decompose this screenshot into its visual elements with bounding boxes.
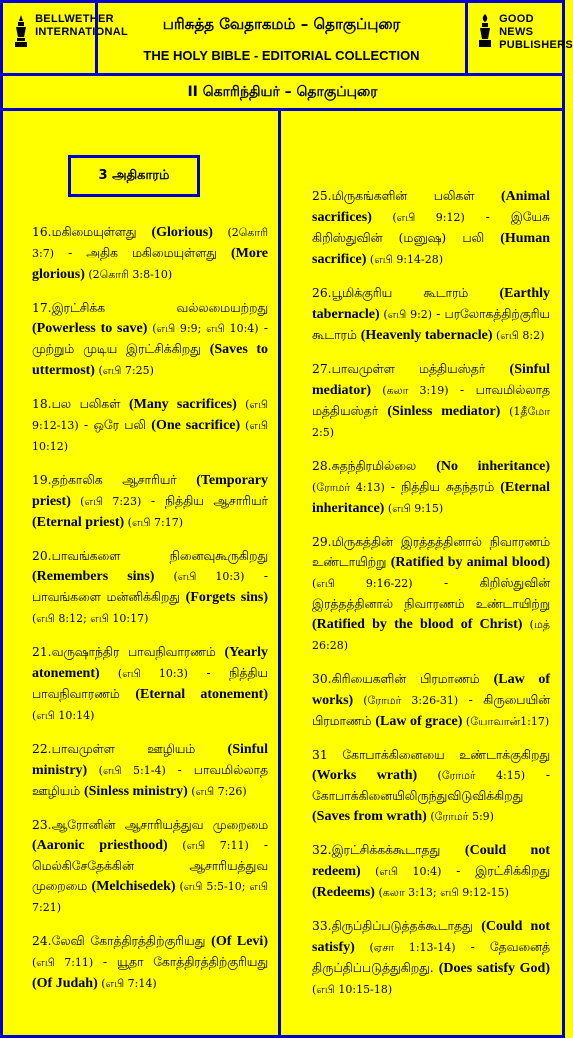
english-term: (Sinful mediator)	[312, 362, 550, 398]
tamil-text: - மெல்கிசேதேக்கின் ஆசாரியத்துவ முறைமை	[32, 838, 268, 893]
entry-number: 19.	[32, 473, 52, 487]
english-term: (Many sacrifices)	[128, 397, 237, 412]
english-term: (Melchisedek)	[91, 879, 176, 894]
entry-25	[312, 186, 550, 270]
tamil-text: இரட்சிக்கக்கூடாதது	[331, 843, 465, 857]
english-term: (More glorious)	[32, 246, 268, 282]
entry-number: 31	[312, 748, 328, 762]
entry-30	[312, 669, 550, 732]
tamil-text: - கிறிஸ்துவின் இரத்தத்தினால் நிவாரணம் உண்டாயிற்று	[312, 576, 550, 611]
english-term: (Could not redeem)	[312, 843, 550, 879]
entry-33	[312, 916, 550, 1000]
tamil-text: பாவங்களை நினைவுகூருகிறது	[51, 549, 268, 563]
tamil-text: - பாவமில்லாத மத்தியஸ்தர்	[312, 383, 550, 418]
english-term: (Human sacrifice)	[312, 231, 550, 267]
tamil-text: வருஷாந்திர பாவநிவாரணம்	[51, 645, 225, 659]
english-term: (Saves to uttermost)	[32, 342, 268, 378]
entry-27	[312, 359, 550, 443]
entry-26	[312, 283, 550, 346]
english-term: (Glorious)	[151, 225, 213, 240]
tamil-text: பாவமுள்ள மத்தியஸ்தர்	[331, 362, 510, 376]
scripture-reference: (எபி 7:14)	[97, 977, 157, 990]
torch-icon	[476, 13, 494, 49]
english-term: (Sinful ministry)	[32, 742, 268, 778]
tamil-text: திருப்திப்படுத்தக்கூடாதது	[331, 919, 482, 933]
scripture-reference: (யோவான்1:17)	[462, 715, 550, 728]
english-term: (Ratified by animal blood)	[390, 555, 550, 570]
english-term: (Law of works)	[312, 672, 550, 708]
tamil-text: பூமிக்குரிய கூடாரம்	[331, 286, 500, 300]
entry-24	[32, 931, 268, 994]
scripture-reference: (எபி 10:14)	[32, 709, 95, 722]
scripture-reference: (எபி 7:26)	[187, 785, 247, 798]
entry-22	[32, 739, 268, 802]
tamil-text: பல பலிகள்	[51, 397, 129, 411]
tamil-text: - பரலோகத்திற்குரிய கூடாரம்	[312, 307, 550, 342]
entry-number: 16.	[32, 225, 52, 239]
scripture-reference: (எபி 8:2)	[492, 329, 545, 342]
tamil-text: - பாவங்களை மன்னிக்கிறது	[32, 569, 268, 604]
english-term: (Eternal priest)	[32, 515, 125, 530]
entry-17	[32, 298, 268, 381]
goodnews-logo	[476, 13, 573, 52]
english-term: (Heavenly tabernacle)	[360, 328, 493, 343]
tamil-text: தற்காலிக ஆசாரியர்	[51, 473, 197, 487]
scripture-reference: (எபி 10:12)	[32, 419, 269, 453]
scripture-reference: (எபி 10:15-18)	[312, 983, 393, 996]
scripture-reference: (2கொரி 3:7)	[32, 226, 268, 260]
scripture-reference: (ரோமர் 4:13)	[312, 481, 385, 494]
scripture-reference: (கலா 3:19)	[371, 384, 449, 397]
entry-number: 24.	[32, 934, 52, 948]
tamil-text: மகிமையுள்ளது	[51, 225, 152, 239]
scripture-reference: (ரோமர் 4:15)	[417, 769, 526, 782]
english-term: (Law of grace)	[375, 714, 463, 729]
scripture-reference: (எபி 10:4)	[360, 865, 442, 878]
english-term: (Of Judah)	[32, 976, 98, 991]
entry-number: 26.	[312, 286, 332, 300]
tamil-text: - கோபாக்கினையிலிருந்துவிடுவிக்கிறது	[312, 768, 550, 803]
entry-number: 33.	[312, 919, 332, 933]
english-title: THE HOLY BIBLE - EDITORIAL COLLECTION	[143, 48, 420, 63]
tamil-text: - ஒரே பலி	[78, 418, 152, 432]
tamil-text: சுதந்திரமில்லை	[331, 459, 437, 473]
entry-28	[312, 456, 550, 519]
entry-number: 29.	[312, 535, 332, 549]
entry-number: 23.	[32, 818, 52, 832]
entry-number: 28.	[312, 459, 332, 473]
english-term: (Remembers sins)	[32, 569, 155, 584]
entry-23	[32, 815, 268, 918]
scripture-reference: (எபி 7:17)	[124, 516, 184, 529]
scripture-reference: (எபி 9:15)	[384, 502, 444, 515]
tamil-text: - அதிக மகிமையுள்ளது	[54, 246, 231, 260]
entry-21	[32, 642, 268, 726]
left-logo-text: BELLWETHER INTERNATIONAL	[35, 13, 128, 38]
chapter-label: 3 அதிகாரம்	[68, 155, 200, 197]
scripture-reference: (எபி 10:3)	[99, 667, 188, 680]
column-divider	[278, 108, 281, 1038]
book-subheader: II கொரிந்தியர் – தொகுப்புரை	[0, 73, 565, 111]
entry-number: 27.	[312, 362, 332, 376]
entry-number: 32.	[312, 843, 332, 857]
tamil-text: - முற்றும் முடிய இரட்சிக்கிறது	[32, 321, 268, 356]
english-term: (Animal sacrifices)	[312, 189, 550, 225]
scripture-reference: (எபி 9:12-13)	[32, 398, 268, 432]
scripture-reference: (எபி 9:16-22)	[312, 577, 413, 590]
scripture-reference: (ரோமர் 3:26-31)	[353, 694, 459, 707]
english-term: (Works wrath)	[312, 768, 418, 783]
scripture-reference: (1தீமோ 2:5)	[312, 405, 550, 439]
english-term: (Earthly tabernacle)	[312, 286, 550, 322]
english-term: (Yearly atonement)	[32, 645, 268, 681]
scripture-reference: (எபி 7:11)	[167, 839, 249, 852]
scripture-reference: (எபி 9:12)	[371, 211, 465, 224]
tamil-text: - நித்திய சுதந்தரம்	[384, 480, 501, 494]
english-term: (Redeems)	[312, 885, 375, 900]
tamil-text: - கிருபையின் பிரமாணம்	[312, 693, 550, 728]
scripture-reference: (எபி 9:14-28)	[366, 253, 444, 266]
english-term: (Forgets sins)	[185, 590, 268, 605]
scripture-reference: (மத் 26:28)	[312, 618, 550, 652]
entry-31	[312, 745, 550, 827]
tamil-text: - நித்திய பாவநிவாரணம்	[32, 666, 268, 701]
entry-number: 22.	[32, 742, 52, 756]
scripture-reference: (எபி 5:1-4)	[87, 764, 166, 777]
left-column	[32, 222, 268, 1007]
scripture-reference: (2கொரி 3:8-10)	[84, 268, 173, 281]
tamil-text: பாவமுள்ள ஊழியம்	[51, 742, 228, 756]
tamil-text: கோபாக்கினையை உண்டாக்குகிறது	[327, 748, 550, 762]
english-term: (Saves from wrath)	[312, 809, 427, 824]
tamil-text: மிருகங்களின் பலிகள்	[331, 189, 501, 203]
scripture-reference: (எபி 7:23)	[70, 495, 142, 508]
scripture-reference: (ரோமர் 5:9)	[426, 810, 494, 823]
scripture-reference: (எபி 7:25)	[94, 364, 154, 377]
tamil-text: - நித்திய ஆசாரியர்	[141, 494, 268, 508]
english-term: (One sacrifice)	[151, 418, 241, 433]
tamil-text: - பாவமில்லாத ஊழியம்	[32, 763, 268, 798]
entry-number: 25.	[312, 189, 332, 203]
english-term: (Powerless to save)	[32, 321, 148, 336]
entry-16	[32, 222, 268, 285]
tamil-text: - இயேசு கிறிஸ்துவின் (மனுஷ) பலி	[312, 210, 550, 245]
scripture-reference: (எபி 10:3)	[154, 570, 245, 583]
english-term: (Sinless mediator)	[387, 404, 501, 419]
tamil-text: மிருகத்தின் இரத்தத்தினால் நிவாரணம் உண்டாயிற்று	[312, 535, 550, 569]
entry-32	[312, 840, 550, 903]
scripture-reference: (கலா 3:13; எபி 9:12-15)	[374, 886, 509, 899]
right-logo-text: GOOD NEWS PUBLISHERS	[499, 13, 573, 51]
tamil-text: இரட்சிக்க வல்லமையற்றது	[51, 301, 268, 315]
entry-20	[32, 546, 268, 629]
entry-18	[32, 394, 268, 457]
tamil-text: ஆரோனின் ஆசாரியத்துவ முறைமை	[51, 818, 268, 832]
right-column	[312, 186, 550, 1013]
scripture-reference: (ஏசா 1:13-14)	[354, 941, 456, 954]
header-left-logo-box	[0, 0, 128, 76]
tamil-text: லேவி கோத்திரத்திற்குரியது	[51, 934, 212, 948]
header-title-box	[95, 0, 468, 76]
scripture-reference: (எபி 7:11)	[32, 956, 94, 969]
scripture-reference: (எபி 9:9; எபி 10:4)	[147, 322, 259, 335]
header-right-logo-box	[465, 0, 573, 76]
english-term: (Eternal inheritance)	[312, 480, 551, 516]
scripture-reference: (எபி 9:2)	[379, 308, 433, 321]
tamil-text: - யூதா கோத்திரத்திற்குரியது	[93, 955, 268, 969]
english-term: (Ratified by the blood of Christ)	[312, 617, 523, 632]
english-term: (Could not satisfy)	[312, 919, 550, 955]
scripture-reference: (எபி 5:5-10; எபி 7:21)	[32, 880, 268, 914]
tamil-text: - இரட்சிக்கிறது	[441, 864, 550, 878]
entry-number: 17.	[32, 301, 52, 315]
english-term: (Temporary priest)	[32, 473, 268, 509]
english-term: (Eternal atonement)	[135, 687, 268, 702]
entry-number: 20.	[32, 549, 52, 563]
english-term: (No inheritance)	[436, 459, 550, 474]
entry-19	[32, 470, 268, 533]
tamil-text: கிரியைகளின் பிரமாணம்	[331, 672, 494, 686]
bellwether-logo	[13, 13, 128, 49]
tamil-title: பரிசுத்த வேதாகமம் – தொகுப்புரை	[162, 15, 401, 33]
entry-29	[312, 532, 550, 656]
entry-number: 21.	[32, 645, 52, 659]
entry-number: 18.	[32, 397, 52, 411]
entry-number: 30.	[312, 672, 332, 686]
english-term: (Sinless ministry)	[83, 784, 188, 799]
english-term: (Aaronic priesthood)	[32, 838, 168, 853]
english-term: (Does satisfy God)	[438, 961, 551, 976]
english-term: (Of Levi)	[211, 934, 268, 949]
tamil-text: - தேவனைத் திருப்திப்படுத்துகிறது.	[312, 940, 550, 975]
lamp-icon	[13, 13, 29, 49]
scripture-reference: (எபி 8:12; எபி 10:17)	[32, 612, 149, 625]
